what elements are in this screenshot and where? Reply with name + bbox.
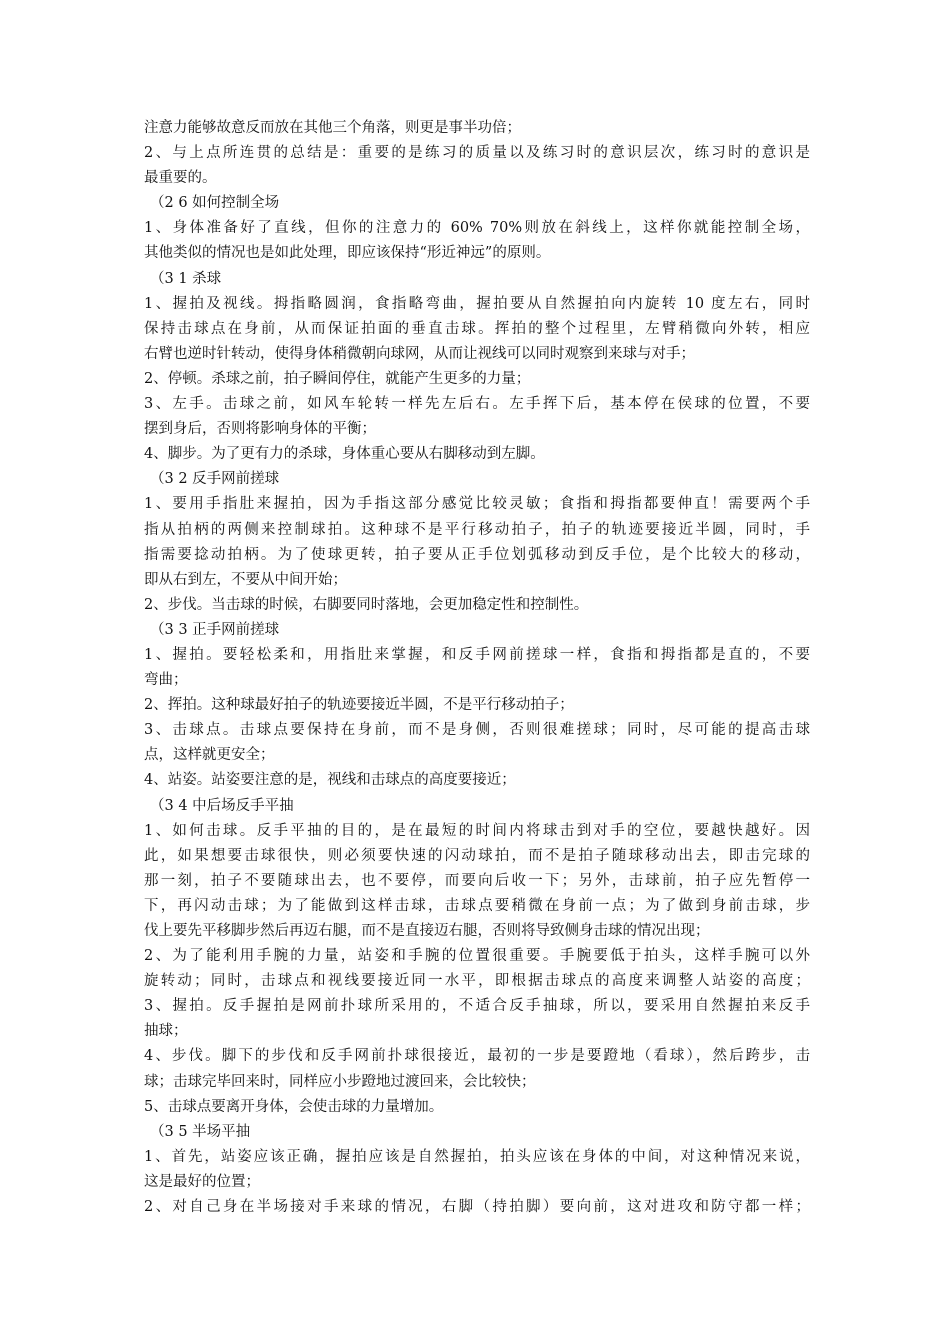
text-line: 旋转动；同时，击球点和视线要接近同一水平，即根据击球点的高度来调整人站姿的高度；: [144, 973, 810, 990]
text-line: 4、步伐。脚下的步伐和反手网前扑球很接近，最初的一步是要蹬地（看球），然后跨步，击: [144, 1048, 810, 1065]
text-line: 指需要捻动拍柄。为了使球更转，拍子要从正手位划弧移动到反手位，是个比较大的移动，: [144, 546, 810, 563]
text-line: 2、对自己身在半场接对手来球的情况，右脚（持拍脚）要向前，这对进攻和防守都一样；: [144, 1199, 810, 1216]
text-line: 下，再闪动击球；为了能做到这样击球，击球点要稍微在身前一点；为了做到身前击球，步: [144, 897, 810, 914]
text-line: 3、击球点。击球点要保持在身前，而不是身侧，否则很难搓球；同时，尽可能的提高击球: [144, 722, 810, 739]
text-line: 保持击球点在身前，从而保证拍面的垂直击球。挥拍的整个过程里，左臂稍微向外转，相应: [144, 320, 810, 337]
text-line: 2、停顿。杀球之前，拍子瞬间停住，就能产生更多的力量；: [144, 370, 531, 387]
text-line: 1、握拍及视线。拇指略圆润，食指略弯曲，握拍要从自然握拍向内旋转 10 度左右，同时: [144, 295, 810, 312]
text-line: 1、首先，站姿应该正确，握拍应该是自然握拍，拍头应该在身体的中间，对这种情况来说，: [144, 1148, 810, 1165]
text-line: 此，如果想要击球很快，则必须要快速的闪动球拍，而不是拍子随球移动出去，即击完球的: [144, 847, 810, 864]
section-heading: （2 6 如何控制全场: [150, 195, 280, 212]
text-line: 摆到身后，否则将影响身体的平衡；: [144, 421, 376, 438]
text-line: 右臂也逆时针转动，使得身体稍微朝向球网，从而让视线可以同时观察到来球与对手；: [144, 345, 695, 362]
text-line: 即从右到左，不要从中间开始；: [144, 571, 347, 588]
section-heading: （3 5 半场平抽: [150, 1123, 251, 1140]
text-line: 指从拍柄的两侧来控制球拍。这种球不是平行移动拍子，拍子的轨迹要接近半圆，同时，手: [144, 521, 810, 538]
text-line: 1、握拍。要轻松柔和，用指肚来掌握，和反手网前搓球一样，食指和拇指都是直的，不要: [144, 646, 810, 663]
section-heading: （3 1 杀球: [150, 270, 222, 287]
text-line: 伐上要先平移脚步然后再迈右腿，而不是直接迈右腿，否则将导致侧身击球的情况出现；: [144, 923, 710, 939]
text-line: 其他类似的情况也是如此处理，即应该保持“形近神远”的原则。: [144, 245, 551, 262]
text-line: 1、如何击球。反手平抽的目的，是在最短的时间内将球击到对手的空位，要越快越好。因: [144, 822, 810, 839]
text-line: 那一刻，拍子不要随球出去，也不要停，而要向后收一下；另外，击球前，拍子应先暂停一: [144, 872, 810, 889]
text-line: 注意力能够故意反而放在其他三个角落，则更是事半功倍；: [144, 120, 521, 136]
text-line: 1、身体准备好了直线，但你的注意力的 60% 70%则放在斜线上，这样你就能控制全场，: [144, 220, 810, 237]
text-line: 抽球；: [144, 1023, 188, 1040]
section-heading: （3 4 中后场反手平抽: [150, 797, 294, 814]
text-line: 3、握拍。反手握拍是网前扑球所采用的，不适合反手抽球，所以，要采用自然握拍来反手: [144, 998, 810, 1015]
text-line: 最重要的。: [144, 170, 217, 187]
text-line: 1、要用手指肚来握拍，因为手指这部分感觉比较灵敏；食指和拇指都要伸直！需要两个手: [144, 496, 810, 513]
text-line: 弯曲；: [144, 672, 188, 689]
text-line: 4、站姿。站姿要注意的是，视线和击球点的高度要接近；: [144, 772, 516, 789]
text-line: 2、与上点所连贯的总结是：重要的是练习的质量以及练习时的意识层次，练习时的意识是: [144, 145, 810, 162]
section-heading: （3 3 正手网前搓球: [150, 621, 280, 638]
text-line: 3、左手。击球之前，如风车轮转一样先左后右。左手挥下后，基本停在侯球的位置，不要: [144, 396, 810, 413]
section-heading: （3 2 反手网前搓球: [150, 471, 280, 488]
text-line: 5、击球点要离开身体，会使击球的力量增加。: [144, 1098, 444, 1115]
text-line: 球；击球完毕回来时，同样应小步蹬地过渡回来，会比较快；: [144, 1073, 536, 1090]
text-line: 2、为了能利用手腕的力量，站姿和手腕的位置很重要。手腕要低于拍头，这样手腕可以外: [144, 948, 810, 965]
text-line: 2、挥拍。这种球最好拍子的轨迹要接近半圆，不是平行移动拍子；: [144, 697, 574, 714]
document-page: [144, 116, 810, 1220]
text-line: 4、脚步。为了更有力的杀球，身体重心要从右脚移动到左脚。: [144, 446, 545, 463]
text-line: 点，这样就更安全；: [144, 747, 275, 764]
text-line: 这是最好的位置；: [144, 1173, 260, 1190]
text-line: 2、步伐。当击球的时候，右脚要同时落地，会更加稳定性和控制性。: [144, 596, 589, 613]
